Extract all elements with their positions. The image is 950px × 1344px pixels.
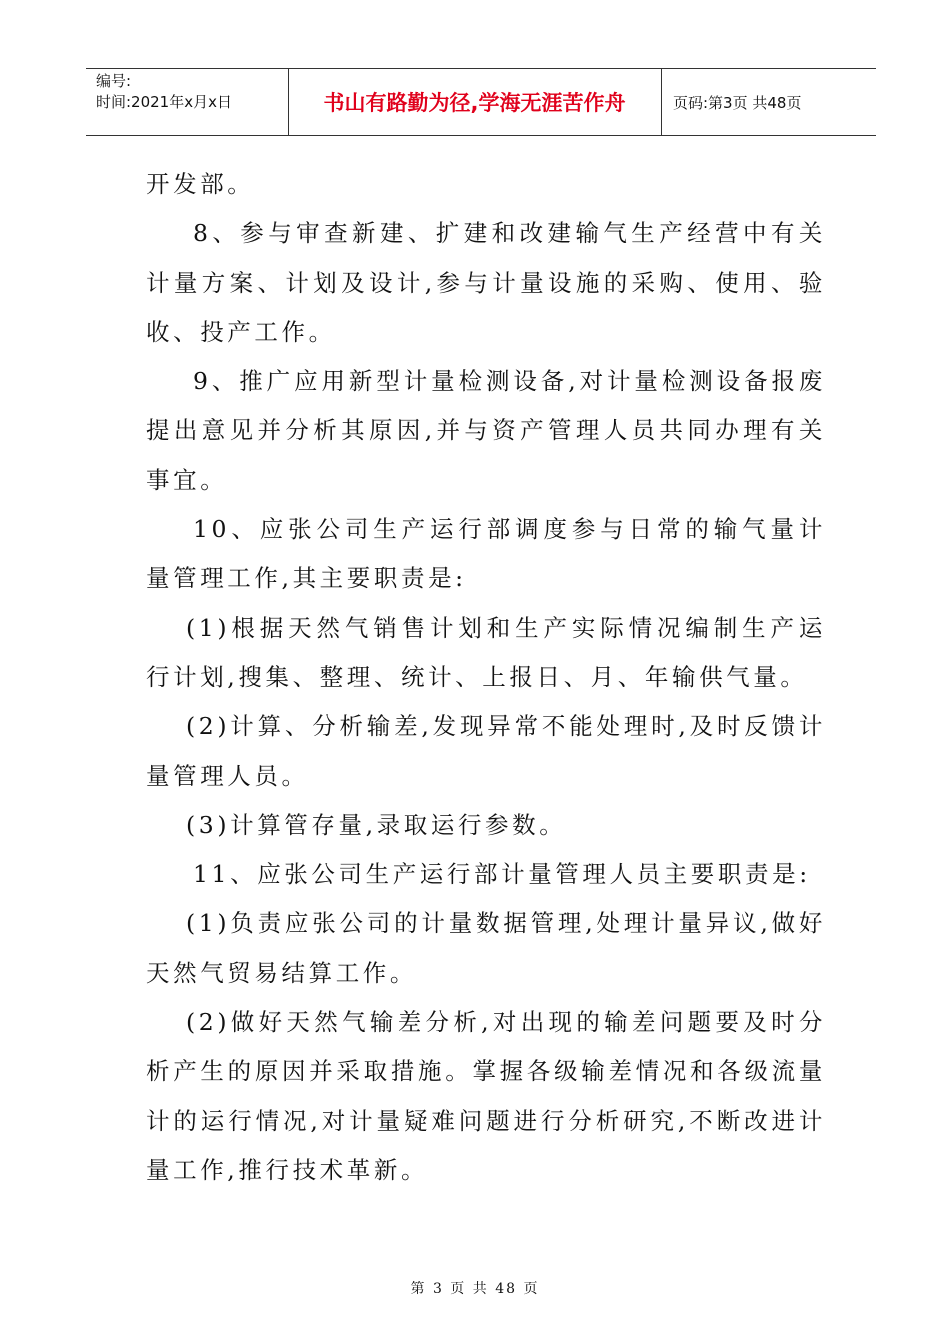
paragraph-8: 11、应张公司生产运行部计量管理人员主要职责是: [193, 860, 811, 889]
header-motto: 书山有路勤为径,学海无涯苦作舟 [323, 91, 626, 115]
header-time-label: 时间:2021年x月x日 [96, 93, 232, 111]
paragraph-9: (1)负责应张公司的计量数据管理,处理计量异议,做好天然气贸易结算工作。 [146, 909, 826, 987]
header-meta [96, 71, 232, 113]
paragraph-7: (3)计算管存量,录取运行参数。 [186, 810, 567, 839]
document-body [146, 160, 826, 1195]
header-number-label: 编号: [96, 72, 132, 90]
paragraph-5: (1)根据天然气销售计划和生产实际情况编制生产运行计划,搜集、整理、统计、上报日、月、年输供气量。 [146, 613, 826, 691]
paragraph-4: 10、应张公司生产运行部调度参与日常的输气量计量管理工作,其主要职责是: [146, 515, 826, 593]
paragraph-2: 8、参与审查新建、扩建和改建输气生产经营中有关计量方案、计划及设计,参与计量设施的采购、使用、验收、投产工作。 [146, 219, 826, 346]
page-footer: 第 3 页 共 48 页 [410, 1281, 540, 1297]
header-page-info: 页码:第3页 共48页 [673, 93, 802, 112]
page-header [86, 68, 876, 136]
paragraph-3: 9、推广应用新型计量检测设备,对计量检测设备报废提出意见并分析其原因,并与资产管理人员共同办理有关事宜。 [146, 367, 826, 494]
paragraph-6: (2)计算、分析输差,发现异常不能处理时,及时反馈计量管理人员。 [146, 712, 826, 790]
paragraph-10: (2)做好天然气输差分析,对出现的输差问题要及时分析产生的原因并采取措施。掌握各级输差情况和各级流量计的运行情况,对计量疑难问题进行分析研究,不断改进计量工作,推行技术革新。 [146, 1008, 826, 1184]
header-divider-right [661, 68, 662, 136]
paragraph-1: 开发部。 [146, 170, 255, 198]
